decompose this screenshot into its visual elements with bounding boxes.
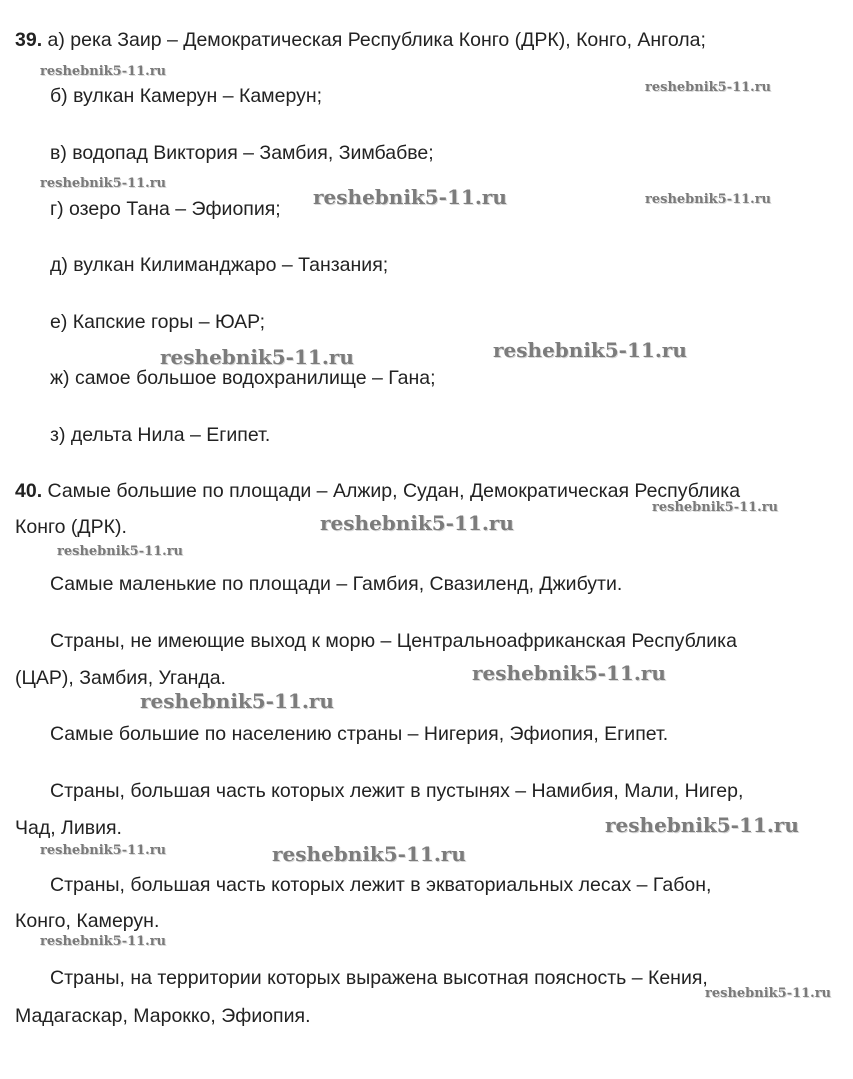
watermark: reshebnik5-11.ru [140,689,334,713]
watermark: reshebnik5-11.ru [160,345,354,369]
watermark: reshebnik5-11.ru [320,511,514,535]
watermark: reshebnik5-11.ru [645,192,772,207]
watermark: reshebnik5-11.ru [40,934,167,949]
watermark: reshebnik5-11.ru [57,544,184,559]
watermark: reshebnik5-11.ru [40,176,167,191]
q40-para7-line1: Страны, на территории которых выражена высотная поясность – Кения, [50,967,708,989]
q39-item-d: г) озеро Тана – Эфиопия; [50,198,281,220]
watermark: reshebnik5-11.ru [40,843,167,858]
q40-para1-line1 [15,479,740,503]
watermark: reshebnik5-11.ru [605,813,799,837]
q39-item-f: е) Капские горы – ЮАР; [50,311,266,333]
watermark: reshebnik5-11.ru [652,500,779,515]
q39-item-b: б) вулкан Камерун – Камерун; [50,85,323,107]
watermark: reshebnik5-11.ru [40,64,167,79]
q39-item-e: д) вулкан Килиманджаро – Танзания; [50,254,389,276]
watermark: reshebnik5-11.ru [705,986,832,1001]
q40-para5-line1: Страны, большая часть которых лежит в пустынях – Намибия, Мали, Нигер, [50,780,744,802]
q39-item-a [15,28,706,52]
q40-number: 40. [15,480,43,502]
q40-para3-line2: (ЦАР), Замбия, Уганда. [15,667,226,689]
watermark: reshebnik5-11.ru [313,185,507,209]
q40-para5-line2: Чад, Ливия. [15,817,122,839]
q39-item-a-text: а) река Заир – Демократическая Республика Конго (ДРК), Конго, Ангола; [47,29,706,51]
q40-para6-line1: Страны, большая часть которых лежит в экваториальных лесах – Габон, [50,874,712,896]
q39-number: 39. [15,29,43,51]
q40-para7-line2: Мадагаскар, Марокко, Эфиопия. [15,1005,311,1027]
q39-item-c: в) водопад Виктория – Замбия, Зимбабве; [50,142,434,164]
watermark: reshebnik5-11.ru [272,842,466,866]
q40-para6-line2: Конго, Камерун. [15,910,160,932]
q40-para4: Самые большие по населению страны – Нигерия, Эфиопия, Египет. [50,723,669,745]
q40-para2: Самые маленькие по площади – Гамбия, Свазиленд, Джибути. [50,573,623,595]
q39-item-h: з) дельта Нила – Египет. [50,424,271,446]
watermark: reshebnik5-11.ru [645,80,772,95]
q40-para1-line1-text: Самые большие по площади – Алжир, Судан, Демократическая Республика [47,480,741,502]
q39-item-g: ж) самое большое водохранилище – Гана; [50,367,436,389]
q40-para3-line1: Страны, не имеющие выход к морю – Центральноафриканская Республика [50,630,737,652]
watermark: reshebnik5-11.ru [493,338,687,362]
q40-para1-line2: Конго (ДРК). [15,516,127,538]
watermark: reshebnik5-11.ru [472,661,666,685]
